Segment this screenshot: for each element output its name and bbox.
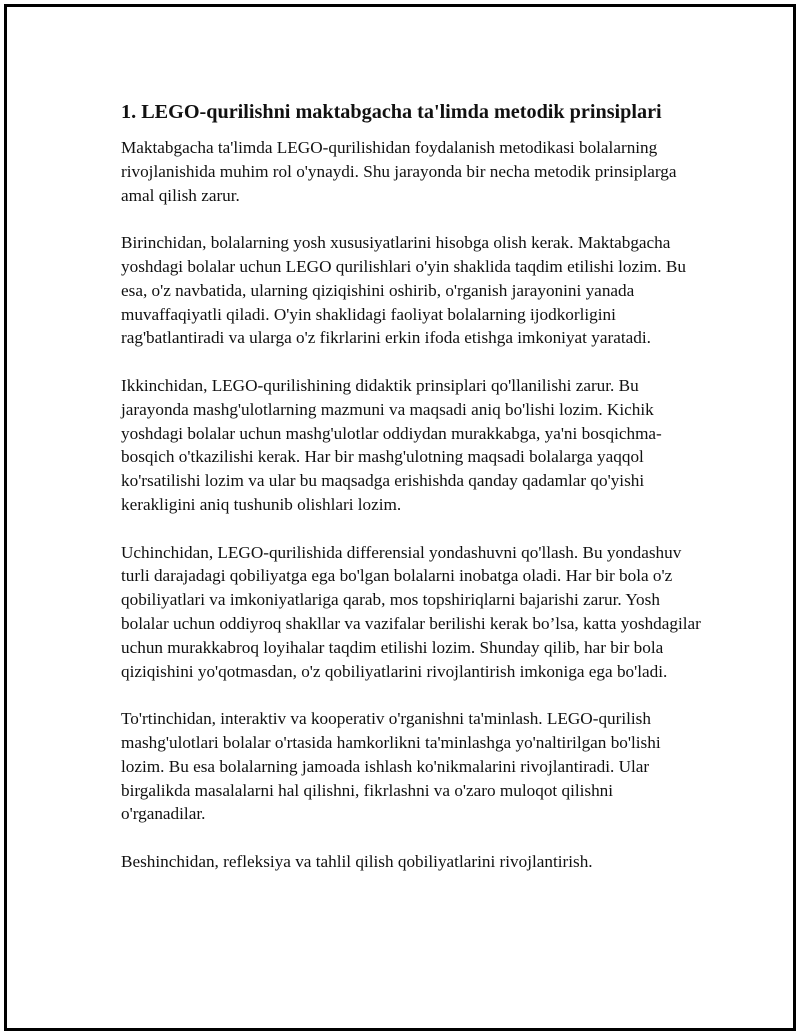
paragraph-fifth-principle: Beshinchidan, refleksiya va tahlil qilish qobiliyatlarini rivojlantirish.: [121, 851, 593, 871]
section-title: 1. LEGO-qurilishni maktabgacha ta'limda metodik prinsiplari: [121, 101, 662, 123]
paragraph-intro: Maktabgacha ta'limda LEGO-qurilishidan foydalanish metodikasi bolalarning rivojlanishida muhim rol o'ynaydi. Shu jarayonda bir necha metodik prinsiplarga amal qilish zarur.: [121, 138, 677, 205]
paragraph-first-principle: Birinchidan, bolalarning yosh xususiyatlarini hisobga olish kerak. Maktabgacha yoshdagi bolalar uchun LEGO qurilishlari o'yin shaklida taqdim etilishi lozim. Bu esa, o'z navbatida, ularning qiziqishini oshirib, o'rganish jarayonini yanada muvaffaqiyatli qiladi. O'yin shaklidagi faoliyat bolalarning ijodkorligini rag'batlantiradi va ularga o'z fikrlarini erkin ifoda etishga imkoniyat yaratadi.: [121, 233, 686, 348]
document-body: [121, 98, 701, 898]
paragraph-fourth-principle: To'rtinchidan, interaktiv va kooperativ o'rganishni ta'minlash. LEGO-qurilish mashg'ulotlari bolalar o'rtasida hamkorlikni ta'minlashga yo'naltirilgan bo'lishi lozim. Bu esa bolalarning jamoada ishlash ko'nikmalarini rivojlantiradi. Ular birgalikda masalalarni hal qilishni, fikrlashni va o'zaro muloqot qilishni o'rganadilar.: [121, 709, 661, 824]
paragraph-third-principle: Uchinchidan, LEGO-qurilishida differensial yondashuvni qo'llash. Bu yondashuv turli darajadagi qobiliyatga ega bo'lgan bolalarni inobatga oladi. Har bir bola o'z qobiliyatlari va imkoniyatlariga qarab, mos topshiriqlarni bajarishi zarur. Yosh bolalar uchun oddiyroq shakllar va vazifalar berilishi kerak bo’lsa, katta yoshdagilar uchun murakkabroq loyihalar taqdim etilishi lozim. Shunday qilib, har bir bola qiziqishini yo'qotmasdan, o'z qobiliyatlarini rivojlantirish imkoniga ega bo'ladi.: [121, 542, 701, 681]
document-page: [4, 4, 796, 1031]
paragraph-second-principle: Ikkinchidan, LEGO-qurilishining didaktik prinsiplari qo'llanilishi zarur. Bu jarayonda mashg'ulotlarning mazmuni va maqsadi aniq bo'lishi lozim. Kichik yoshdagi bolalar uchun mashg'ulotlar oddiydan murakkabga, ya'ni bosqichma-bosqich o'tkazilishi kerak. Har bir mashg'ulotning maqsadi bolalarga yaqqol ko'rsatilishi lozim va ular bu maqsadga erishishda qanday qadamlar qo'yishi kerakligini aniq tushunib olishlari lozim.: [121, 375, 662, 514]
